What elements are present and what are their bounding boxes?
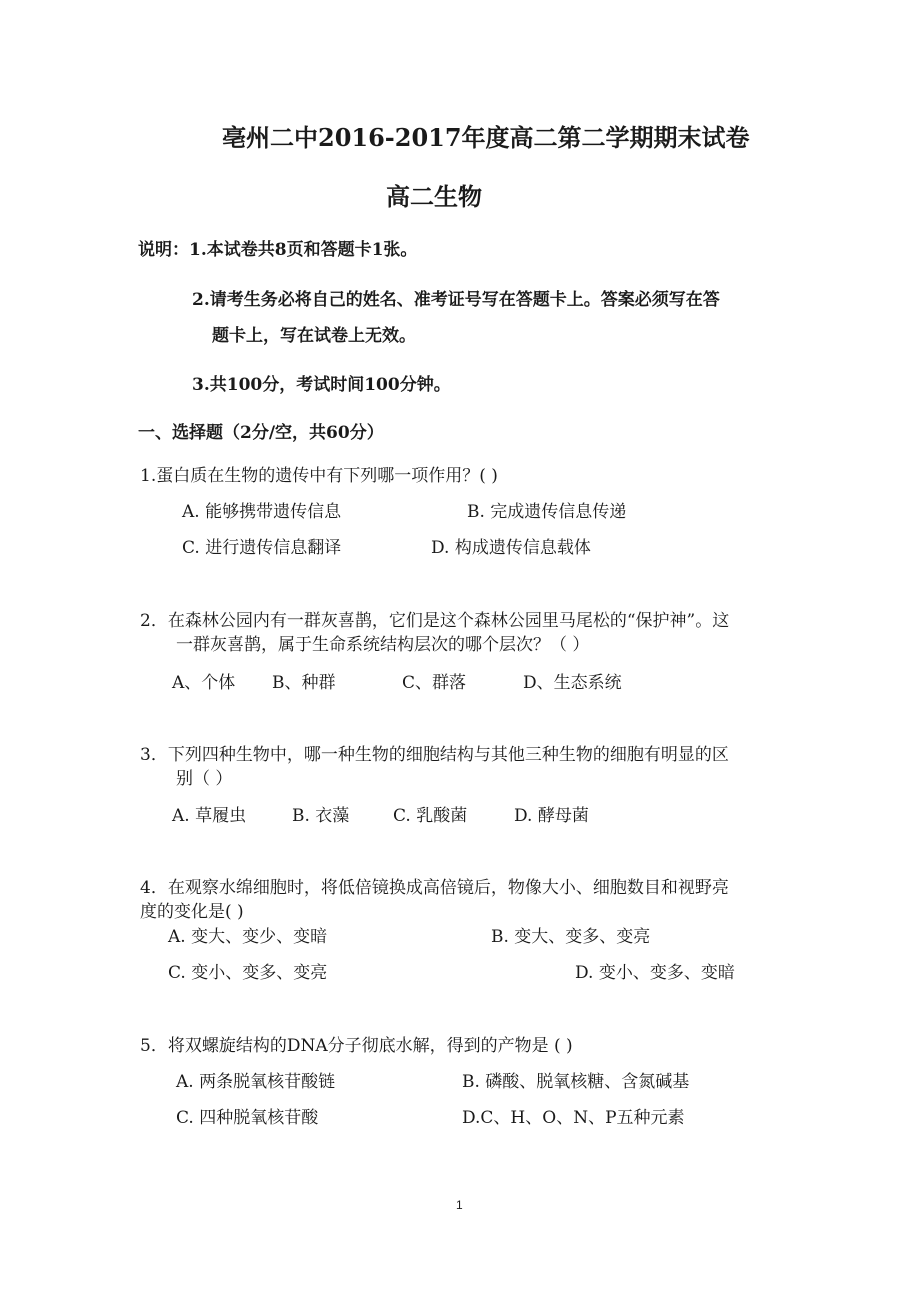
option-b: B. 完成遗传信息传递 — [467, 502, 627, 522]
question-stem: 一群灰喜鹊，属于生命系统结构层次的哪个层次？（ ） — [176, 635, 590, 655]
page-number: 1 — [456, 1198, 463, 1212]
option-c: C. 进行遗传信息翻译 — [182, 538, 342, 558]
exam-title: 亳州二中2016-2017年度高二第二学期期末试卷 — [222, 123, 750, 152]
question-stem: 3．下列四种生物中，哪一种生物的细胞结构与其他三种生物的细胞有明显的区 — [140, 745, 729, 765]
option-a: A. 变大、变少、变暗 — [168, 927, 328, 947]
option-a: A. 两条脱氧核苷酸链 — [176, 1072, 336, 1092]
question-stem: 度的变化是( ) — [140, 902, 244, 922]
option-d: D. 酵母菌 — [514, 806, 589, 826]
option-d: D. 构成遗传信息载体 — [431, 538, 591, 558]
option-c: C. 乳酸菌 — [393, 806, 468, 826]
question-stem: 别（ ） — [176, 769, 233, 789]
option-c: C. 四种脱氧核苷酸 — [176, 1108, 319, 1128]
instruction-item: 3.共100分，考试时间100分钟。 — [192, 375, 451, 395]
question-stem: 4．在观察水绵细胞时，将低倍镜换成高倍镜后，物像大小、细胞数目和视野亮 — [140, 878, 729, 898]
exam-subtitle: 高二生物 — [386, 182, 482, 211]
option-b: B、种群 — [272, 673, 336, 693]
option-c: C、群落 — [402, 673, 467, 693]
option-b: B. 衣藻 — [292, 806, 350, 826]
section-heading: 一、选择题（2分/空，共60分） — [138, 423, 384, 443]
instruction-item: 1.本试卷共8页和答题卡1张。 — [189, 240, 418, 260]
option-b: B. 磷酸、脱氧核糖、含氮碱基 — [462, 1072, 690, 1092]
option-a: A、个体 — [172, 673, 236, 693]
option-b: B. 变大、变多、变亮 — [491, 927, 651, 947]
option-d: D.C、H、O、N、P五种元素 — [462, 1108, 685, 1128]
question-stem: 2．在森林公园内有一群灰喜鹊，它们是这个森林公园里马尾松的“保护神”。这 — [140, 611, 730, 631]
option-a: A. 草履虫 — [172, 806, 247, 826]
option-d: D、生态系统 — [523, 673, 622, 693]
question-stem: 1.蛋白质在生物的遗传中有下列哪一项作用？( ) — [140, 466, 498, 486]
question-stem: 5．将双螺旋结构的DNA分子彻底水解，得到的产物是 ( ) — [140, 1036, 573, 1056]
option-d: D. 变小、变多、变暗 — [575, 963, 735, 983]
option-c: C. 变小、变多、变亮 — [168, 963, 328, 983]
instruction-item: 2.请考生务必将自己的姓名、准考证号写在答题卡上。答案必须写在答 — [192, 290, 720, 310]
instructions-label: 说明： — [138, 240, 189, 260]
option-a: A. 能够携带遗传信息 — [182, 502, 342, 522]
instruction-item: 题卡上，写在试卷上无效。 — [212, 326, 416, 346]
